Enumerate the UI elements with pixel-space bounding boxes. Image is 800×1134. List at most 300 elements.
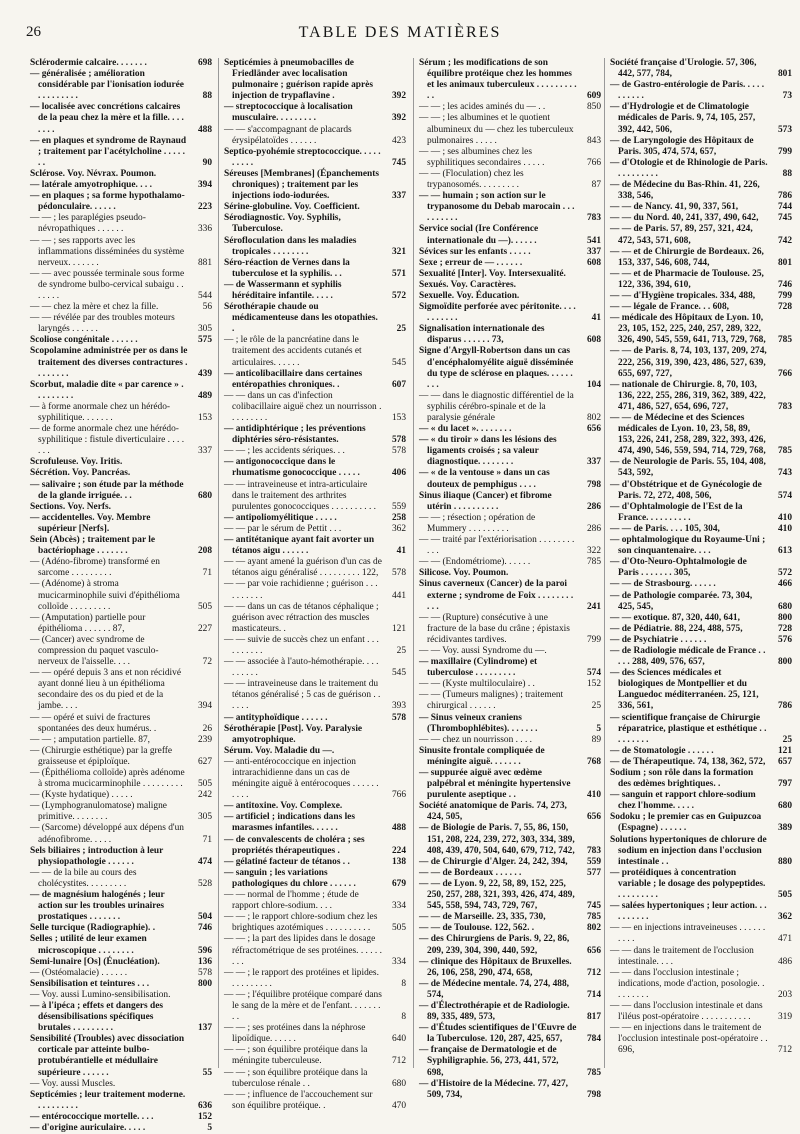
- entry-text: — — par voie rachidienne ; guérison . . . . . . . . . .: [224, 579, 378, 601]
- entry-text: — de Médecine du Bas-Rhin. 41, 226, 338, 546,: [610, 180, 760, 202]
- index-entry: [610, 247, 792, 269]
- entry-page-ref: 578: [197, 967, 212, 978]
- entry-text: — scientifique française de Chirurgie réparatrice, plastique et esthétique . . . . . . . . .: [610, 712, 767, 745]
- entry-text: — — ; son équilibre protéique dans la tuberculose rénale . .: [224, 1067, 368, 1089]
- entry-text: Sclérose. Voy. Névrax. Poumon.: [30, 168, 157, 179]
- entry-text: — à l'ipéca ; effets et dangers des désensibilisations spécifiques brutales . . . . . . . . .: [30, 1000, 164, 1034]
- entry-page-ref: 577: [586, 867, 601, 878]
- index-entry: [610, 380, 792, 413]
- entry-text: — — avec poussée terminale sous forme de syndrome bulbo-cervical subaigu . . . . . . .: [30, 268, 185, 301]
- index-column-3: [419, 58, 601, 1100]
- index-entry: [224, 1068, 406, 1090]
- entry-page-ref: 596: [197, 945, 212, 956]
- index-entry: [610, 923, 792, 945]
- index-entry: [419, 957, 601, 979]
- entry-text: Sodium ; son rôle dans la formation des œdèmes brightiques. .: [610, 768, 754, 790]
- index-entry: [224, 746, 406, 757]
- entry-page-ref: 801: [777, 257, 792, 268]
- entry-page-ref: 575: [197, 335, 212, 346]
- entry-page-ref: 25: [396, 645, 406, 656]
- entry-text: — — dans l'occlusion intestinale et dans l'iléus post-opératoire . . . . . . . . . . .: [610, 1000, 763, 1023]
- index-entry: [30, 579, 212, 612]
- index-entry: [30, 735, 212, 746]
- entry-page-ref: 745: [586, 901, 601, 912]
- entry-page-ref: 766: [391, 790, 406, 801]
- entry-text: — — de Bordeaux . . . . . .: [419, 867, 522, 878]
- entry-page-ref: 786: [777, 191, 792, 202]
- index-entry: [224, 535, 406, 557]
- entry-text: — — exotique. 87, 320, 440, 641,: [610, 612, 740, 623]
- index-entry: [419, 1001, 601, 1023]
- entry-text: — — de Strasbourg. . . . . .: [610, 579, 716, 590]
- index-entry: [610, 868, 792, 901]
- index-entry: [419, 690, 601, 712]
- entry-text: — (Chirurgie esthétique) par la greffe graisseuse et épiploïque.: [30, 745, 173, 767]
- index-entry: [30, 1090, 212, 1112]
- index-entry: [30, 1001, 212, 1034]
- index-column-2: [224, 58, 406, 1111]
- entry-text: Septicémies ; leur traitement moderne. . . . . . . . . .: [30, 1089, 186, 1111]
- index-entry: [419, 746, 601, 768]
- entry-text: — salivaire ; son étude par la méthode de la glande irriguée. . .: [30, 479, 184, 501]
- index-entry: [224, 213, 406, 235]
- index-entry: [224, 302, 406, 335]
- entry-page-ref: 743: [777, 468, 792, 479]
- entry-page-ref: 258: [391, 512, 406, 523]
- entry-text: — gélatiné facteur de tétanos . .: [224, 856, 350, 867]
- entry-page-ref: 488: [391, 823, 406, 834]
- entry-page-ref: 71: [202, 834, 212, 845]
- entry-text: Scoliose congénitale . . . . . .: [30, 335, 138, 346]
- entry-text: Sensibilisation et teintures . . .: [30, 978, 150, 989]
- entry-page-ref: 578: [391, 568, 406, 579]
- index-entry: [419, 58, 601, 102]
- entry-text: — de Médecine mentale. 74, 274, 488, 574,: [419, 978, 569, 1000]
- index-entry: [224, 147, 406, 169]
- entry-text: — — normal de l'homme ; étude de rapport chlore-sodium. . . .: [224, 890, 359, 912]
- entry-page-ref: 153: [391, 413, 406, 423]
- entry-text: Silicose. Voy. Poumon.: [419, 568, 509, 579]
- index-entry: [419, 934, 601, 956]
- index-entry: [30, 957, 212, 968]
- entry-text: — — chez un nourrisson . . . .: [419, 734, 533, 745]
- entry-text: Sels biliaires ; introduction à leur physiopathologie . . . . . .: [30, 845, 164, 867]
- entry-text: — d'Études scientifiques de l'Œuvre de la Tuberculose. 120, 287, 425, 657,: [419, 1023, 577, 1045]
- entry-page-ref: 362: [777, 912, 792, 923]
- index-entry: [419, 291, 601, 302]
- entry-page-ref: 799: [586, 634, 601, 645]
- index-entry: [610, 213, 792, 224]
- index-entry: [30, 457, 212, 468]
- entry-page-ref: 322: [586, 546, 601, 557]
- entry-text: — — traité par l'extériorisation . . . . . . . . . . .: [419, 535, 575, 557]
- entry-text: — de magnésium halogénés ; leur action sur les troubles urinaires prostatiques . . . . . . .: [30, 890, 165, 923]
- entry-text: — — chez la mère et chez la fille.: [30, 302, 159, 313]
- entry-page-ref: 656: [586, 945, 601, 956]
- entry-text: — — de la bile au cours des cholécystites. . . . . . . . .: [30, 867, 137, 889]
- index-entry: [610, 557, 792, 579]
- index-entry: [419, 579, 601, 612]
- entry-text: — antitoxine. Voy. Complexe.: [224, 801, 343, 812]
- entry-page-ref: 574: [777, 490, 792, 501]
- entry-text: — salées hypertoniques ; leur action. . . . . . . . . .: [610, 901, 767, 923]
- entry-page-ref: 640: [391, 1034, 406, 1045]
- entry-text: — (Ostéomalacie) . . . . . .: [30, 967, 128, 978]
- index-entry: [610, 80, 792, 102]
- index-entry: [419, 435, 601, 468]
- entry-page-ref: 90: [202, 157, 212, 168]
- entry-text: — (Kyste hydatique) . . . . .: [30, 790, 133, 801]
- index-entry: [30, 1112, 212, 1123]
- index-entry: [30, 169, 212, 180]
- entry-text: Sections. Voy. Nerfs.: [30, 501, 111, 512]
- entry-page-ref: 208: [197, 546, 212, 557]
- entry-text: — antidiphtérique ; les préventions diphtéries séro-résistantes.: [224, 424, 366, 446]
- index-entry: [224, 635, 406, 657]
- index-column-1: [30, 58, 212, 1133]
- entry-page-ref: 337: [586, 457, 601, 468]
- entry-page-ref: 680: [777, 601, 792, 612]
- index-entry: [419, 768, 601, 801]
- entry-text: — — en injections dans le traitement de l'occlusion intestinale post-opératoire . . 696,: [610, 1023, 768, 1056]
- index-entry: [610, 535, 792, 557]
- entry-text: — — (Tumeurs malignes) ; traitement chirurgical . . . . . .: [419, 690, 564, 712]
- index-entry: [419, 302, 601, 324]
- entry-text: — — ; résection ; opération de Mummery . . . . . . . . .: [419, 512, 536, 534]
- index-entry: [224, 236, 406, 258]
- index-entry: [30, 1079, 212, 1090]
- index-entry: [224, 513, 406, 524]
- entry-page-ref: 410: [586, 790, 601, 801]
- entry-page-ref: 89: [591, 734, 601, 745]
- entry-text: — antitétanique ayant fait avorter un tétanos aigu . . . . . .: [224, 535, 375, 557]
- index-entry: [610, 202, 792, 213]
- index-entry: [419, 1023, 601, 1045]
- index-entry: [419, 679, 601, 690]
- entry-text: — — (Rupture) consécutive à une fracture de la base du crâne ; épistaxis récidivantes tardives.: [419, 612, 570, 645]
- entry-text: — — ; les paraplégies pseudo-névropathiques . . . . . .: [30, 213, 146, 235]
- index-entry: [30, 236, 212, 269]
- index-entry: [30, 1123, 212, 1134]
- entry-text: — d'origine auriculaire. . . . .: [30, 1123, 146, 1133]
- entry-page-ref: 121: [391, 623, 406, 634]
- entry-text: — d'Obstétrique et de Gynécologie de Paris. 72, 272, 408, 506,: [610, 479, 762, 501]
- index-entry: [224, 335, 406, 368]
- entry-page-ref: 406: [391, 468, 406, 479]
- index-entry: [419, 147, 601, 169]
- entry-page-ref: 389: [777, 823, 792, 834]
- entry-text: Sinus iliaque (Cancer) et fibrome utérin . . . . . . . . . .: [419, 490, 552, 512]
- entry-text: — maxillaire (Cylindrome) et tuberculose . . . . . . . . .: [419, 657, 538, 679]
- entry-text: — — de Médecine et des Sciences médicales de Lyon. 10, 23, 58, 89, 153, 226, 241, 258, 289, 322, 393, 426, 474, 490, 546, 559, 594, 714, 729, 768,: [610, 413, 766, 457]
- entry-page-ref: 242: [197, 790, 212, 801]
- entry-page-ref: 305: [197, 324, 212, 335]
- entry-text: Scorbut, maladie dite « par carence » . . . . . . . . .: [30, 379, 184, 401]
- index-entry: [610, 291, 792, 302]
- entry-page-ref: 712: [586, 967, 601, 978]
- entry-text: — — intraveineuse et intra-articulaire dans le traitement des arthrites purulentes gonococciques . . . . . . . . . .: [224, 479, 376, 512]
- index-entry: [610, 901, 792, 923]
- index-entry: [419, 801, 601, 823]
- index-entry: [419, 491, 601, 513]
- entry-page-ref: 802: [586, 923, 601, 934]
- entry-text: — de Stomatologie . . . . . .: [610, 745, 714, 756]
- index-entry: [224, 102, 406, 124]
- index-entry: [610, 58, 792, 80]
- entry-text: Séreuses [Membranes] (Épanchements chroniques) ; traitement par les injections iodo-iodurées.: [224, 168, 380, 202]
- entry-text: Scopolamine administrée per os dans le traitement des diverses contractures . . . . . . . .: [30, 346, 188, 379]
- entry-text: — — en injections intraveineuses . . . . . . . . . .: [610, 923, 766, 945]
- entry-page-ref: 636: [197, 1100, 212, 1111]
- index-entry: [610, 524, 792, 535]
- entry-text: — — ; le rapport chlore-sodium chez les brightiques azotémiques . . . . . . . . . .: [224, 912, 378, 934]
- index-entry: [30, 102, 212, 135]
- index-entry: [419, 113, 601, 146]
- index-entry: [30, 335, 212, 346]
- entry-page-ref: 87: [591, 180, 601, 191]
- page-header: [0, 24, 800, 50]
- entry-text: — française de Dermatologie et de Syphiligraphie. 56, 273, 441, 572, 698,: [419, 1045, 559, 1078]
- entry-page-ref: 545: [391, 668, 406, 679]
- index-entry: [610, 946, 792, 968]
- entry-page-ref: 576: [777, 634, 792, 645]
- entry-page-ref: 574: [586, 668, 601, 679]
- entry-page-ref: 25: [591, 701, 601, 712]
- entry-page-ref: 578: [391, 435, 406, 446]
- entry-page-ref: 528: [197, 878, 212, 889]
- entry-text: — — dans le traitement de l'occlusion intestinale. . . .: [610, 945, 754, 967]
- entry-text: — (Adénome) à stroma mucicarminophile suivi d'épithélioma colloïde . . . . . . . . .: [30, 579, 180, 612]
- entry-page-ref: 152: [197, 1111, 212, 1122]
- entry-text: Solutions hypertoniques de chlorure de sodium en injection dans l'occlusion intestinale . .: [610, 834, 767, 867]
- index-entry: [224, 868, 406, 890]
- entry-text: — médicale des Hôpitaux de Lyon. 10, 23, 105, 152, 225, 240, 257, 289, 322, 326, 490, 545, 559, 641, 713, 729, 768,: [610, 313, 766, 346]
- index-entry: [419, 557, 601, 568]
- entry-page-ref: 319: [777, 1012, 792, 1023]
- index-entry: [224, 934, 406, 967]
- index-entry: [419, 979, 601, 1001]
- entry-text: — d'Oto-Neuro-Ophtalmologie de Paris . . . . . . . 305,: [610, 557, 747, 579]
- entry-page-ref: 71: [202, 568, 212, 579]
- entry-text: — — (Floculation) chez les trypanosomés. . . . . . . . .: [419, 168, 524, 191]
- entry-page-ref: 334: [391, 901, 406, 912]
- entry-page-ref: 488: [197, 124, 212, 135]
- index-entry: [224, 524, 406, 535]
- entry-page-ref: 679: [391, 878, 406, 889]
- entry-text: — entérococcique mortelle. . . .: [30, 1111, 154, 1122]
- index-entry: [610, 136, 792, 158]
- index-column-4: [610, 58, 792, 1068]
- entry-text: — — de Paris. 8, 74, 103, 137, 209, 274, 222, 256, 319, 390, 423, 486, 527, 639, 655, 697, 727,: [610, 346, 767, 379]
- entry-text: Sérodiagnostic. Voy. Syphilis, Tuberculose.: [224, 213, 341, 235]
- entry-page-ref: 104: [586, 379, 601, 390]
- entry-text: — de Laryngologie des Hôpitaux de Paris. 305, 474, 574, 657,: [610, 135, 754, 157]
- entry-text: — à forme anormale chez un hérédo-syphilitique. . . . . . .: [30, 401, 171, 423]
- entry-page-ref: 728: [777, 623, 792, 634]
- entry-text: — — opéré et suivi de fractures spontanées des deux humérus. .: [30, 712, 157, 734]
- entry-text: — — (Kyste multiloculaire) . .: [419, 679, 535, 690]
- entry-text: — de Wassermann et syphilis héréditaire infantile. . . . .: [224, 279, 342, 301]
- entry-page-ref: 607: [391, 379, 406, 390]
- index-entry: [224, 557, 406, 579]
- entry-text: — de Biologie de Paris. 7, 55, 86, 150, 151, 208, 224, 239, 272, 303, 334, 389, 408, 439, 470, 504, 640, 679, 712, 742,: [419, 823, 575, 856]
- entry-text: Sinusite frontale compliquée de méningite aiguë. . . . . . .: [419, 745, 545, 767]
- entry-text: — — de Toulouse. 122, 562. .: [419, 923, 535, 934]
- entry-text: — (Épithélioma colloïde) après adénome à stroma mucicarminophile . . . . . . . . .: [30, 768, 185, 790]
- entry-text: — — ; ses rapports avec les inflammations disséminées du système nerveux. . . . . . .: [30, 235, 185, 268]
- entry-text: — suppurée aiguë avec œdème palpébral et méningite hypertensive purulente aseptique . .: [419, 768, 571, 801]
- entry-text: — — et de Chirurgie de Bordeaux. 26, 153, 337, 546, 608, 744,: [610, 246, 764, 268]
- index-entry: [610, 646, 792, 668]
- index-entry: [610, 102, 792, 135]
- entry-page-ref: 573: [777, 124, 792, 135]
- entry-text: — — (Endométriome). . . . . .: [419, 557, 531, 568]
- index-entry: [610, 768, 792, 790]
- entry-page-ref: 241: [586, 601, 601, 612]
- entry-text: — — d'Hygiène tropicales. 334, 488,: [610, 290, 756, 301]
- entry-text: — — Voy. aussi Syndrome du —.: [419, 645, 547, 656]
- index-entry: [30, 302, 212, 313]
- entry-page-ref: 742: [777, 235, 792, 246]
- entry-page-ref: 224: [391, 845, 406, 856]
- entry-page-ref: 466: [777, 579, 792, 590]
- entry-page-ref: 817: [586, 1012, 601, 1023]
- entry-page-ref: 785: [586, 557, 601, 568]
- index-entry: [419, 224, 601, 246]
- entry-text: Sérum. Voy. Maladie du —.: [224, 745, 335, 756]
- entry-text: Sinus caverneux (Cancer) de la paroi externe ; syndrome de Foix . . . . . . . . . . .: [419, 579, 574, 612]
- index-entry: [224, 657, 406, 679]
- index-entry: [419, 713, 601, 735]
- entry-text: — d'Électrothérapie et de Radiologie. 89, 335, 489, 573,: [419, 1000, 570, 1023]
- index-entry: [224, 391, 406, 424]
- page-number: 26: [26, 24, 41, 40]
- index-entry: [224, 812, 406, 834]
- entry-text: — localisée avec concrétions calcaires de la peau chez la mère et la fille. . . . . . . .: [30, 102, 184, 135]
- index-entry: [610, 757, 792, 768]
- index-entry: [30, 269, 212, 302]
- index-entry: [30, 402, 212, 424]
- entry-page-ref: 578: [391, 446, 406, 457]
- index-entry: [419, 513, 601, 535]
- entry-page-ref: 746: [197, 923, 212, 934]
- entry-page-ref: 336: [197, 224, 212, 235]
- entry-text: — — associée à l'auto-hémothérapie. . . . . . . . . .: [224, 657, 379, 679]
- index-entry: [419, 102, 601, 113]
- index-entry: [419, 923, 601, 934]
- entry-page-ref: 394: [197, 180, 212, 191]
- entry-page-ref: 800: [777, 612, 792, 623]
- index-entry: [224, 857, 406, 868]
- entry-text: — de Radiologie médicale de France . . . . . 288, 409, 576, 657,: [610, 645, 766, 668]
- entry-text: Sérine-globuline. Voy. Coefficient.: [224, 202, 360, 213]
- entry-page-ref: 305: [197, 812, 212, 823]
- index-entry: [30, 890, 212, 923]
- entry-page-ref: 746: [777, 279, 792, 290]
- entry-page-ref: 785: [777, 335, 792, 346]
- entry-text: — des Sciences médicales et biologiques de Montpellier et du Languedoc méditerranéen. 25, 121, 336, 561,: [610, 668, 759, 712]
- index-entry: [610, 713, 792, 746]
- entry-text: — — opéré depuis 3 ans et non récidivé ayant donné lieu à un épithélioma secondaire des os du pied et de la jambe. . . .: [30, 668, 181, 712]
- entry-page-ref: 559: [391, 501, 406, 512]
- entry-text: — accidentelles. Voy. Membre supérieur [Nerfs].: [30, 512, 151, 534]
- entry-page-ref: 744: [777, 202, 792, 213]
- index-entry: [419, 247, 601, 258]
- index-entry: [419, 269, 601, 280]
- running-title: TABLE DES MATIÈRES: [298, 24, 502, 41]
- entry-text: — protéidiques à concentration variable ; le dosage des polypeptides. . . . . . . . . .: [610, 867, 766, 901]
- index-entry: [419, 258, 601, 269]
- entry-text: — de Thérapeutique. 74, 138, 362, 572,: [610, 756, 766, 767]
- entry-page-ref: 393: [391, 701, 406, 712]
- entry-text: Société française d'Urologie. 57, 306, 442, 577, 784,: [610, 58, 757, 80]
- entry-text: — — de Marseille. 23, 335, 730,: [419, 912, 546, 923]
- entry-text: — de Pédiatrie. 88, 224, 488, 575,: [610, 623, 743, 634]
- index-entry: [610, 302, 792, 313]
- entry-text: — Sinus veineux craniens (Thrombophlébites). . . . . . .: [419, 712, 538, 734]
- entry-text: — ; le rôle de la pancréatine dans le traitement des accidents cutanés et articulaires. . . . . .: [224, 335, 362, 368]
- entry-text: — — par le sérum de Pettit . . .: [224, 523, 342, 534]
- entry-page-ref: 698: [197, 58, 212, 68]
- entry-page-ref: 656: [586, 424, 601, 435]
- entry-page-ref: 798: [586, 479, 601, 490]
- entry-text: Sérofloculation dans les maladies tropicales . . . . . . . .: [224, 235, 357, 257]
- index-entry: [419, 823, 601, 856]
- column-divider: [413, 58, 414, 1068]
- entry-text: — — ; les accidents sériques. . .: [224, 446, 345, 457]
- index-entry: [224, 579, 406, 601]
- entry-page-ref: 766: [586, 157, 601, 168]
- index-entry: [30, 69, 212, 102]
- index-entry: [30, 801, 212, 823]
- index-entry: [419, 191, 601, 224]
- entry-page-ref: 73: [782, 91, 792, 102]
- entry-text: — d'Histoire de la Médecine. 77, 427, 509, 734,: [419, 1078, 569, 1100]
- index-entry: [30, 313, 212, 335]
- index-entry: [224, 724, 406, 746]
- entry-page-ref: 572: [777, 568, 792, 579]
- index-entry: [224, 835, 406, 857]
- entry-text: — en plaques et syndrome de Raynaud ; traitement par l'acétylcholine . . . . . . .: [30, 135, 187, 168]
- index-entry: [419, 657, 601, 679]
- entry-page-ref: 504: [197, 912, 212, 923]
- index-entry: [419, 424, 601, 435]
- entry-text: — « du tiroir » dans les lésions des ligaments croisés ; sa valeur diagnostique. . . . . . . .: [419, 435, 557, 468]
- index-entry: [610, 746, 792, 757]
- entry-text: Sein (Abcès) ; traitement par le bactériophage . . . . . . .: [30, 535, 156, 557]
- index-entry: [419, 613, 601, 646]
- entry-page-ref: 121: [777, 745, 792, 756]
- entry-text: — d'Otologie et de Rhinologie de Paris. . . . . . . . . .: [610, 157, 768, 179]
- entry-page-ref: 766: [777, 368, 792, 379]
- entry-page-ref: 627: [197, 756, 212, 767]
- entry-page-ref: 608: [586, 257, 601, 268]
- index-entry: [224, 58, 406, 102]
- index-entry: [224, 1023, 406, 1045]
- index-entry: [610, 968, 792, 1001]
- entry-text: Sclérodermie calcaire. . . . . . .: [30, 58, 147, 68]
- entry-page-ref: 784: [586, 1034, 601, 1045]
- entry-page-ref: 286: [586, 501, 601, 512]
- index-entry: [224, 280, 406, 302]
- entry-text: — — et de Pharmacie de Toulouse. 25, 122, 336, 394, 610,: [610, 268, 764, 290]
- entry-page-ref: 486: [777, 956, 792, 967]
- index-entry: [224, 679, 406, 712]
- entry-text: — Voy. aussi Lumino-sensibilisation.: [30, 989, 171, 1000]
- entry-text: — anti-entérococcique en injection intrarachidienne dans un cas de méningite aiguë à entérocoques . . . . . . . . . .: [224, 756, 379, 801]
- entry-text: — — de Nancy. 41, 90, 337, 561,: [610, 202, 739, 213]
- index-entry: [30, 513, 212, 535]
